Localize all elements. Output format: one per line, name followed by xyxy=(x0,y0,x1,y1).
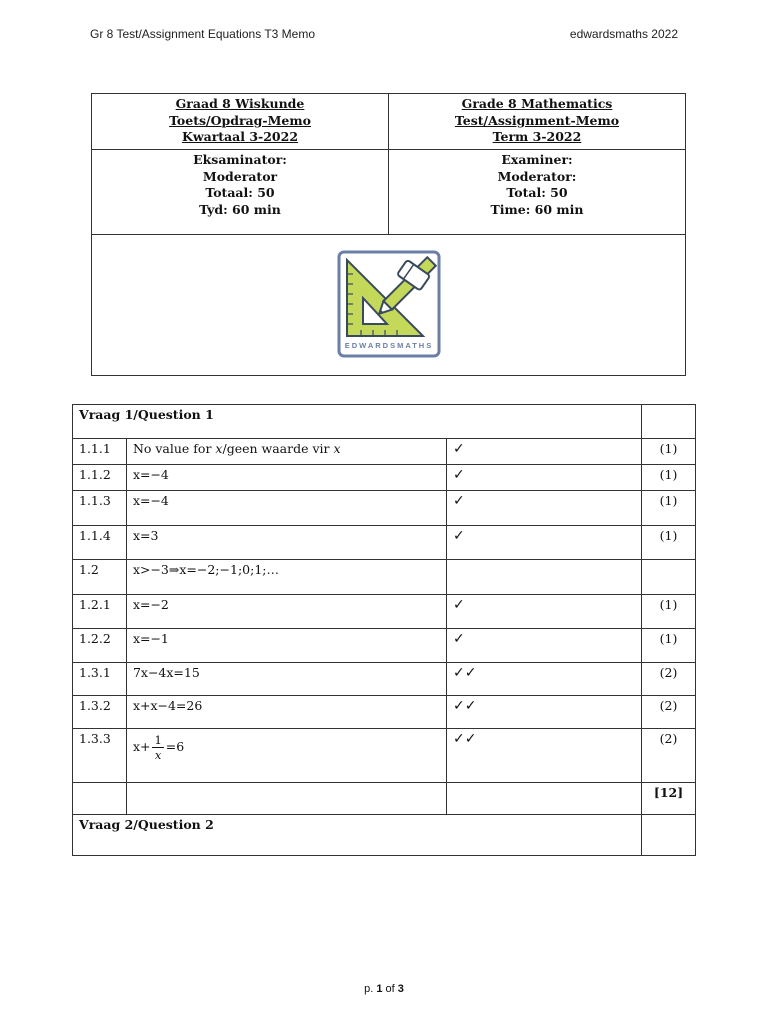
question-number: 1.3.3 xyxy=(73,729,127,783)
answer-variable: x xyxy=(333,441,341,456)
answer-text: x+ xyxy=(132,739,151,754)
empty-cell xyxy=(73,783,127,815)
table-row xyxy=(73,696,696,729)
answer-variable: x xyxy=(215,441,223,456)
question-heading-row xyxy=(73,815,696,856)
afrikaans-title xyxy=(92,94,388,149)
afrikaans-info-line: Moderator xyxy=(202,168,278,184)
answer-cell: x=−2 xyxy=(126,595,446,629)
total-row xyxy=(73,783,696,815)
answer-cell xyxy=(126,439,446,465)
answer-cell: x>−3⇒x=−2;−1;0;1;… xyxy=(126,560,446,595)
marks-value: (1) xyxy=(642,439,696,465)
marks-value xyxy=(642,560,696,595)
answer-cell: x=3 xyxy=(126,526,446,560)
afrikaans-title-line: Toets/Opdrag-Memo xyxy=(169,112,311,128)
table-row xyxy=(73,491,696,526)
fraction-denominator: x xyxy=(154,748,162,762)
afrikaans-title-line: Graad 8 Wiskunde xyxy=(175,96,305,111)
tick-marks: ✓ xyxy=(446,465,641,491)
marks-value: (1) xyxy=(642,526,696,560)
english-title-line: Grade 8 Mathematics xyxy=(461,96,613,111)
answer-text: /geen waarde vir xyxy=(222,441,334,456)
empty-cell xyxy=(126,783,446,815)
afrikaans-info-line: Eksaminator: xyxy=(193,152,287,167)
answer-cell xyxy=(126,729,446,783)
footer-suffix: of xyxy=(382,983,398,995)
marks-value: (2) xyxy=(642,696,696,729)
tick-marks: ✓ xyxy=(446,526,641,560)
answer-cell: x=−4 xyxy=(126,491,446,526)
question-number: 1.2.1 xyxy=(73,595,127,629)
english-info xyxy=(388,150,685,234)
marks-value: (1) xyxy=(642,465,696,491)
question-number: 1.1.3 xyxy=(73,491,127,526)
answer-cell: x=−4 xyxy=(126,465,446,491)
answer-cell: 7x−4x=15 xyxy=(126,663,446,696)
question-number: 1.2.2 xyxy=(73,629,127,663)
tick-marks: ✓ xyxy=(446,439,641,465)
memo-table xyxy=(72,404,696,856)
tick-marks: ✓✓ xyxy=(446,663,641,696)
answer-text: No value for xyxy=(132,441,216,456)
answer-cell: x+x−4=26 xyxy=(126,696,446,729)
marks-value: (1) xyxy=(642,595,696,629)
answer-cell: x=−1 xyxy=(126,629,446,663)
logo-text: EDWARDSMATHS xyxy=(344,341,434,350)
english-info-line: Examiner: xyxy=(501,152,573,167)
tick-marks xyxy=(446,560,641,595)
marks-value: (1) xyxy=(642,629,696,663)
table-row xyxy=(73,663,696,696)
english-info-line: Time: 60 min xyxy=(490,201,584,217)
english-info-line: Moderator: xyxy=(497,168,577,184)
header-right: edwardsmaths 2022 xyxy=(569,27,678,41)
cover-info-row xyxy=(92,150,685,235)
tick-marks: ✓ xyxy=(446,629,641,663)
answer-text: =6 xyxy=(165,739,185,754)
page-footer xyxy=(0,983,768,995)
tick-marks: ✓✓ xyxy=(446,729,641,783)
marks-value: (1) xyxy=(642,491,696,526)
question-number: 1.1.2 xyxy=(73,465,127,491)
marks-cell xyxy=(642,815,696,856)
fraction-numerator: 1 xyxy=(154,733,162,747)
cover-box xyxy=(91,93,686,376)
question-number: 1.3.1 xyxy=(73,663,127,696)
table-row xyxy=(73,629,696,663)
fraction xyxy=(152,733,163,762)
tick-marks: ✓ xyxy=(446,595,641,629)
tick-marks: ✓✓ xyxy=(446,696,641,729)
table-row xyxy=(73,595,696,629)
table-row xyxy=(73,439,696,465)
question-number: 1.1.4 xyxy=(73,526,127,560)
question-heading-row xyxy=(73,405,696,439)
header-left: Gr 8 Test/Assignment Equations T3 Memo xyxy=(90,27,315,41)
question-number: 1.2 xyxy=(73,560,127,595)
question-number: 1.3.2 xyxy=(73,696,127,729)
table-row xyxy=(73,526,696,560)
table-row xyxy=(73,729,696,783)
table-row xyxy=(73,465,696,491)
edwardsmaths-logo xyxy=(337,250,441,358)
question-2-heading: Vraag 2/Question 2 xyxy=(73,815,642,856)
english-title-line: Term 3-2022 xyxy=(492,129,582,144)
english-title-line: Test/Assignment-Memo xyxy=(454,112,620,128)
english-title xyxy=(388,94,685,149)
footer-prefix: p. xyxy=(364,983,377,995)
marks-value: (2) xyxy=(642,663,696,696)
cover-title-row xyxy=(92,94,685,150)
marks-value: (2) xyxy=(642,729,696,783)
question-number: 1.1.1 xyxy=(73,439,127,465)
afrikaans-info-line: Tyd: 60 min xyxy=(199,201,281,217)
table-row xyxy=(73,560,696,595)
page-number: 1 xyxy=(376,983,383,995)
english-info-line: Total: 50 xyxy=(506,185,568,200)
empty-cell xyxy=(446,783,641,815)
afrikaans-info-line: Totaal: 50 xyxy=(205,185,275,200)
marks-cell xyxy=(642,405,696,439)
question-1-heading: Vraag 1/Question 1 xyxy=(73,405,642,439)
tick-marks: ✓ xyxy=(446,491,641,526)
afrikaans-info xyxy=(92,150,388,234)
question-total: [12] xyxy=(642,783,696,815)
afrikaans-title-line: Kwartaal 3-2022 xyxy=(181,129,299,144)
page-total: 3 xyxy=(397,983,404,995)
